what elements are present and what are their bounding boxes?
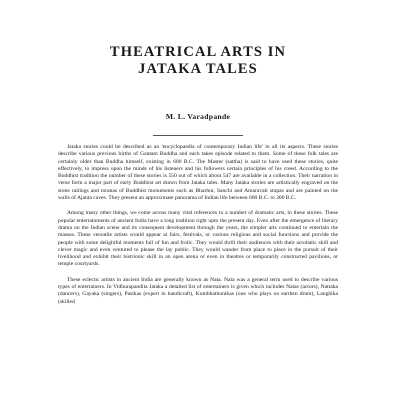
title-line-2: JATAKA TALES xyxy=(138,61,258,77)
title-line-1: THEATRICAL ARTS IN xyxy=(109,44,287,60)
body-paragraph-1: Jataka stories could be described as an 'encyclopaedia of contemporary Indian life' in all its aspects. These stories describe various previous births of Gautam Buddha and each takes episode related to them. Some of these folk tales are certainly older than Buddha himself, existing in 600 B.C. The Master (sattha) is said to have used these stories, quite effectively, to impress upon the minds of his listeners and his followers certain principles of his creed. According to the Buddhist tradition the number of these stories is 550 out of which about 547 are available in a collection. Their narration in verse form a major part of early Buddhist art drawn from Jataka tales. Many Jataka stories are artistically engraved on the stone railings and toranas of Buddhist monuments such as Bharhut, Sanchi and Amaravati stupas and are painted on the walls of Ajanta caves. They present an approximate panorama of Indian life between 600 B.C. to 300 B.C. xyxy=(58,144,338,202)
body-paragraph-3: These eclectic artists in ancient India are generally known as Nata. Nata was a general term used to describe various types of entertainers. In Vidhurapandita Jataka a detailed list of entertainers is given which includes Natas (actors), Nattaka (dancers), Gayaka (singers), Pasikas (expert in handicraft), Kumbhathunikas (one who plays on earthen drum), Langhika (skilled xyxy=(58,276,338,305)
divider xyxy=(153,135,243,136)
article-title xyxy=(58,0,338,78)
body-paragraph-2: Among many other things, we come across many vital references to a number of dramatic arts, in these stories. These popular entertainments of ancient India have a long tradition right upto the present day. Even after the emergence of literary drama on the Indian scene and its consequent development through the years, the simpler arts continued to entertain the masses. These versatile artists would appear at fairs, festivals, or various religious and social functions and provide the people with some delightful moments full of fun and frolic. They would thrill their audiences with their acrobatic skill and clever magic and even ventured to please the lay public. They would wander from place to place in the pursuit of their livelihood and exhibit their histrionic skill in an open arena or even in theatres or temporarily constructed pavilions, or temple courtyards. xyxy=(58,210,338,268)
author-name: M. L. Varadpande xyxy=(165,112,231,121)
